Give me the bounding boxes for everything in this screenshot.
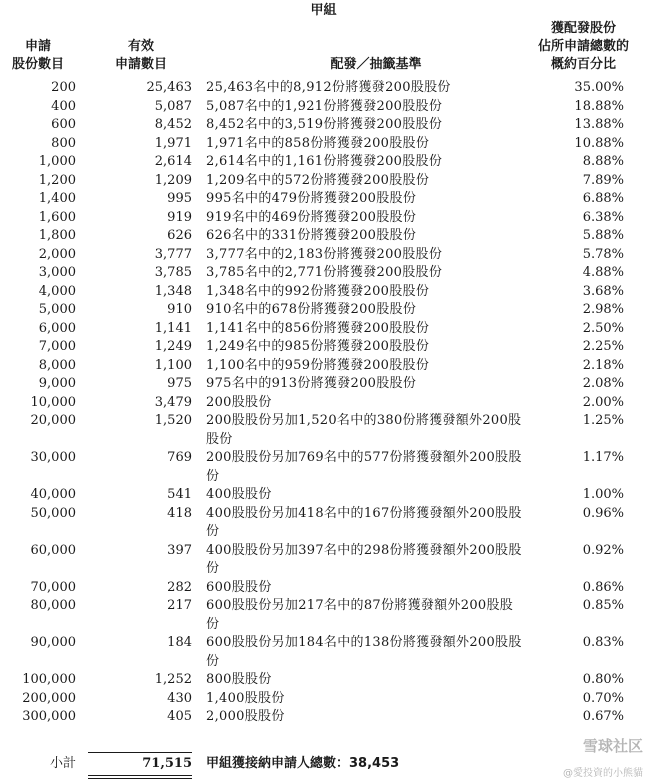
group-title: 甲組: [310, 3, 337, 18]
cell-allotment-basis: [192, 357, 526, 376]
cell-allotment-percentage: 18.88%: [574, 98, 624, 114]
table-row: [0, 320, 624, 339]
cell-allotment-percentage: 0.85%: [582, 598, 624, 613]
cell-allotment-basis: [192, 153, 526, 172]
cell-shares-applied: 60,000: [30, 542, 76, 558]
table-row: [0, 79, 624, 98]
cell-allotment-percentage: 0.80%: [582, 672, 624, 687]
header-valid-line1: 有效: [127, 39, 154, 54]
table-row: [0, 671, 624, 690]
allotment-basis-text: 1,348名中的992份將獲發200股股份: [206, 283, 430, 299]
allotment-basis-text: 1,141名中的856份將獲發200股股份: [206, 320, 430, 336]
cell-shares-applied: 8,000: [38, 357, 76, 373]
table-row: [0, 264, 624, 283]
cell-shares-applied: 1,200: [38, 172, 76, 188]
allotment-basis-text: 1,971名中的858份將獲發200股股份: [206, 135, 430, 151]
cell-shares-applied: 10,000: [30, 394, 76, 410]
cell-allotment-basis: [192, 246, 526, 265]
cell-allotment-basis: [192, 320, 526, 339]
cell-shares-applied: 3,000: [38, 265, 76, 280]
cell-valid-applications: 3,777: [154, 246, 192, 262]
cell-allotment-percentage: 5.78%: [582, 246, 624, 262]
cell-allotment-percentage: 2.08%: [582, 376, 624, 391]
cell-valid-applications: 1,520: [154, 413, 192, 428]
table-row: [0, 412, 624, 449]
total-rule-top: [88, 752, 192, 753]
cell-allotment-basis: [192, 116, 526, 135]
cell-allotment-percentage: 10.88%: [574, 135, 624, 151]
table-row: [0, 449, 624, 486]
cell-allotment-percentage: 0.70%: [582, 690, 624, 706]
total-rule-double-1: [88, 775, 192, 776]
cell-shares-applied: 20,000: [30, 413, 76, 428]
cell-allotment-percentage: 0.92%: [582, 542, 624, 558]
table-row: [0, 486, 624, 505]
cell-valid-applications: 995: [167, 191, 192, 206]
allotment-basis-text: 3,777名中的2,183份將獲發200股股份: [206, 246, 443, 262]
cell-allotment-percentage: 5.88%: [582, 228, 624, 243]
cell-allotment-percentage: 8.88%: [582, 154, 624, 169]
cell-allotment-percentage: 0.67%: [582, 709, 624, 724]
cell-allotment-percentage: 1.00%: [582, 487, 624, 502]
cell-valid-applications: 2,614: [154, 154, 192, 169]
cell-valid-applications: 282: [167, 579, 192, 595]
cell-allotment-percentage: 4.88%: [582, 265, 624, 280]
cell-allotment-percentage: 2.25%: [582, 339, 624, 354]
table-row: [0, 135, 624, 154]
cell-shares-applied: 9,000: [38, 376, 76, 391]
cell-shares-applied: 40,000: [30, 487, 76, 502]
cell-shares-applied: 100,000: [22, 672, 76, 687]
cell-shares-applied: 30,000: [30, 450, 76, 465]
cell-allotment-percentage: 1.25%: [582, 413, 624, 428]
allotment-basis-text: 910名中的678份將獲發200股股份: [206, 302, 417, 317]
table-row: [0, 375, 624, 394]
cell-allotment-basis: [192, 505, 526, 542]
cell-valid-applications: 626: [167, 228, 192, 243]
allotment-basis-text: 5,087名中的1,921份將獲發200股股份: [206, 98, 443, 114]
cell-shares-applied: 2,000: [38, 246, 76, 262]
allotment-basis-text: 400股股份另加418名中的167份將獲發額外200股股份: [206, 505, 522, 539]
allotment-basis-text: 8,452名中的3,519份將獲發200股股份: [206, 117, 443, 132]
table-row: [0, 190, 624, 209]
header-allotment-basis: 配發／抽籤基準: [330, 57, 422, 72]
cell-allotment-percentage: 2.00%: [582, 394, 624, 410]
cell-valid-applications: 3,479: [154, 394, 192, 410]
table-row: [0, 542, 624, 579]
allotment-basis-text: 626名中的331份將獲發200股股份: [206, 228, 417, 243]
table-row: [0, 301, 624, 320]
cell-allotment-basis: [192, 412, 526, 449]
cell-allotment-percentage: 1.17%: [582, 450, 624, 465]
cell-shares-applied: 6,000: [38, 320, 76, 336]
cell-allotment-percentage: 3.68%: [582, 283, 624, 299]
cell-allotment-percentage: 7.89%: [582, 172, 624, 188]
cell-allotment-basis: [192, 690, 526, 709]
cell-valid-applications: 25,463: [146, 80, 192, 95]
cell-valid-applications: 430: [167, 690, 192, 706]
cell-valid-applications: 405: [167, 709, 192, 724]
total-rule-double-2: [88, 778, 192, 779]
table-row: [0, 579, 624, 598]
subtotal-label: 小計: [49, 756, 76, 771]
table-row: [0, 690, 624, 709]
subtotal-value: 71,515: [142, 756, 192, 771]
table-row: [0, 227, 624, 246]
cell-shares-applied: 90,000: [30, 635, 76, 650]
cell-allotment-basis: [192, 394, 526, 413]
cell-shares-applied: 70,000: [30, 579, 76, 595]
cell-shares-applied: 1,600: [38, 209, 76, 225]
header-pct-line3: 概約百分比: [550, 57, 616, 72]
cell-allotment-basis: [192, 264, 526, 283]
cell-shares-applied: 5,000: [38, 302, 76, 317]
cell-allotment-percentage: 6.88%: [582, 191, 624, 206]
cell-valid-applications: 8,452: [154, 117, 192, 132]
cell-valid-applications: 418: [167, 505, 192, 521]
table-row: [0, 394, 624, 413]
allotment-basis-text: 400股股份: [206, 487, 272, 502]
table-row: [0, 153, 624, 172]
cell-allotment-basis: [192, 634, 526, 671]
cell-valid-applications: 1,141: [154, 320, 192, 336]
cell-allotment-basis: [192, 671, 526, 690]
allotment-basis-text: 600股股份另加217名中的87份將獲發額外200股股份: [206, 598, 514, 632]
cell-valid-applications: 1,209: [154, 172, 192, 188]
cell-allotment-basis: [192, 375, 526, 394]
table-row: [0, 708, 624, 727]
cell-allotment-percentage: 0.83%: [582, 635, 624, 650]
table-row: [0, 209, 624, 228]
cell-allotment-basis: [192, 708, 526, 727]
allotment-basis-text: 1,249名中的985份將獲發200股股份: [206, 339, 430, 354]
cell-valid-applications: 1,971: [154, 135, 192, 151]
cell-allotment-basis: [192, 542, 526, 579]
cell-valid-applications: 910: [167, 302, 192, 317]
header-valid-line2: 申請數目: [114, 57, 167, 72]
cell-allotment-basis: [192, 172, 526, 191]
allotment-basis-text: 800股股份: [206, 672, 272, 687]
cell-valid-applications: 217: [167, 598, 192, 613]
cell-shares-applied: 200,000: [22, 690, 76, 706]
header-shares-line1: 申請: [24, 39, 51, 54]
cell-shares-applied: 7,000: [38, 339, 76, 354]
allotment-basis-text: 600股股份另加184名中的138份將獲發額外200股股份: [206, 635, 522, 669]
allotment-basis-text: 2,000股股份: [206, 709, 285, 724]
cell-shares-applied: 400: [51, 98, 76, 114]
allotment-basis-text: 1,100名中的959份將獲發200股股份: [206, 357, 430, 373]
allotment-basis-text: 3,785名中的2,771份將獲發200股股份: [206, 265, 443, 280]
table-row: [0, 246, 624, 265]
cell-valid-applications: 3,785: [154, 265, 192, 280]
cell-shares-applied: 1,400: [38, 191, 76, 206]
allotment-basis-text: 600股股份: [206, 579, 272, 595]
table-row: [0, 98, 624, 117]
cell-valid-applications: 1,249: [154, 339, 192, 354]
header-pct-line1: 獲配發股份: [550, 21, 616, 36]
header-allotment-percentage: [520, 20, 647, 74]
header-shares-line2: 股份數目: [11, 57, 64, 72]
cell-allotment-percentage: 13.88%: [574, 117, 624, 132]
table-row: [0, 505, 624, 542]
cell-allotment-basis: [192, 209, 526, 228]
watermark-brand: 雪球社区: [582, 737, 643, 755]
cell-allotment-percentage: 0.86%: [582, 579, 624, 595]
cell-allotment-percentage: 35.00%: [574, 80, 624, 95]
table-row: [0, 357, 624, 376]
cell-valid-applications: 541: [167, 487, 192, 502]
cell-valid-applications: 1,348: [154, 283, 192, 299]
cell-valid-applications: 769: [167, 450, 192, 465]
cell-allotment-basis: [192, 135, 526, 154]
allotment-table: [0, 79, 624, 727]
cell-allotment-basis: [192, 338, 526, 357]
cell-allotment-basis: [192, 301, 526, 320]
cell-shares-applied: 4,000: [38, 283, 76, 299]
cell-allotment-basis: [192, 579, 526, 598]
cell-valid-applications: 1,252: [154, 672, 192, 687]
cell-allotment-percentage: 2.50%: [582, 320, 624, 336]
cell-valid-applications: 919: [167, 209, 192, 225]
allotment-basis-text: 975名中的913份將獲發200股股份: [206, 376, 417, 391]
header-pct-line2: 佔所申請總數的: [537, 39, 629, 54]
allotment-basis-text: 25,463名中的8,912份將獲發200股股份: [206, 80, 451, 95]
cell-valid-applications: 1,100: [154, 357, 192, 373]
allotment-basis-text: 919名中的469份將獲發200股股份: [206, 209, 417, 225]
allotment-basis-text: 200股股份: [206, 394, 272, 410]
table-row: [0, 634, 624, 671]
cell-allotment-basis: [192, 98, 526, 117]
cell-allotment-percentage: 0.96%: [582, 505, 624, 521]
allotment-basis-text: 2,614名中的1,161份將獲發200股股份: [206, 154, 443, 169]
cell-allotment-basis: [192, 227, 526, 246]
table-row: [0, 597, 624, 634]
cell-allotment-basis: [192, 190, 526, 209]
allotment-basis-text: 200股股份另加1,520名中的380份將獲發額外200股股份: [206, 413, 522, 447]
cell-shares-applied: 1,000: [38, 154, 76, 169]
cell-valid-applications: 184: [167, 635, 192, 650]
cell-shares-applied: 800: [51, 135, 76, 151]
allotment-table-body: [0, 79, 624, 727]
table-row: [0, 283, 624, 302]
cell-allotment-basis: [192, 597, 526, 634]
header-valid-applications: [96, 38, 186, 74]
table-row: [0, 172, 624, 191]
cell-shares-applied: 200: [51, 80, 76, 95]
cell-shares-applied: 80,000: [30, 598, 76, 613]
cell-allotment-basis: [192, 283, 526, 302]
allotment-basis-text: 400股股份另加397名中的298份將獲發額外200股股份: [206, 542, 522, 576]
table-row: [0, 338, 624, 357]
cell-valid-applications: 397: [167, 542, 192, 558]
cell-shares-applied: 300,000: [22, 709, 76, 724]
allotment-basis-text: 995名中的479份將獲發200股股份: [206, 191, 417, 206]
allotment-basis-text: 200股股份另加769名中的577份將獲發額外200股股份: [206, 450, 522, 484]
cell-shares-applied: 1,800: [38, 228, 76, 243]
cell-allotment-basis: [192, 79, 526, 98]
cell-valid-applications: 975: [167, 376, 192, 391]
watermark-author: @愛投資的小熊貓: [563, 768, 643, 779]
cell-allotment-basis: [192, 449, 526, 486]
table-row: [0, 116, 624, 135]
cell-allotment-basis: [192, 486, 526, 505]
cell-allotment-percentage: 2.18%: [582, 357, 624, 373]
cell-shares-applied: 50,000: [30, 505, 76, 521]
cell-shares-applied: 600: [51, 117, 76, 132]
cell-valid-applications: 5,087: [154, 98, 192, 114]
header-shares-applied: [0, 38, 76, 74]
accepted-applicants-summary: 甲組獲接納申請人總數：38,453: [206, 756, 400, 771]
allotment-basis-text: 1,209名中的572份將獲發200股股份: [206, 172, 430, 188]
cell-allotment-percentage: 2.98%: [582, 302, 624, 317]
allotment-basis-text: 1,400股股份: [206, 690, 285, 706]
cell-allotment-percentage: 6.38%: [582, 209, 624, 225]
